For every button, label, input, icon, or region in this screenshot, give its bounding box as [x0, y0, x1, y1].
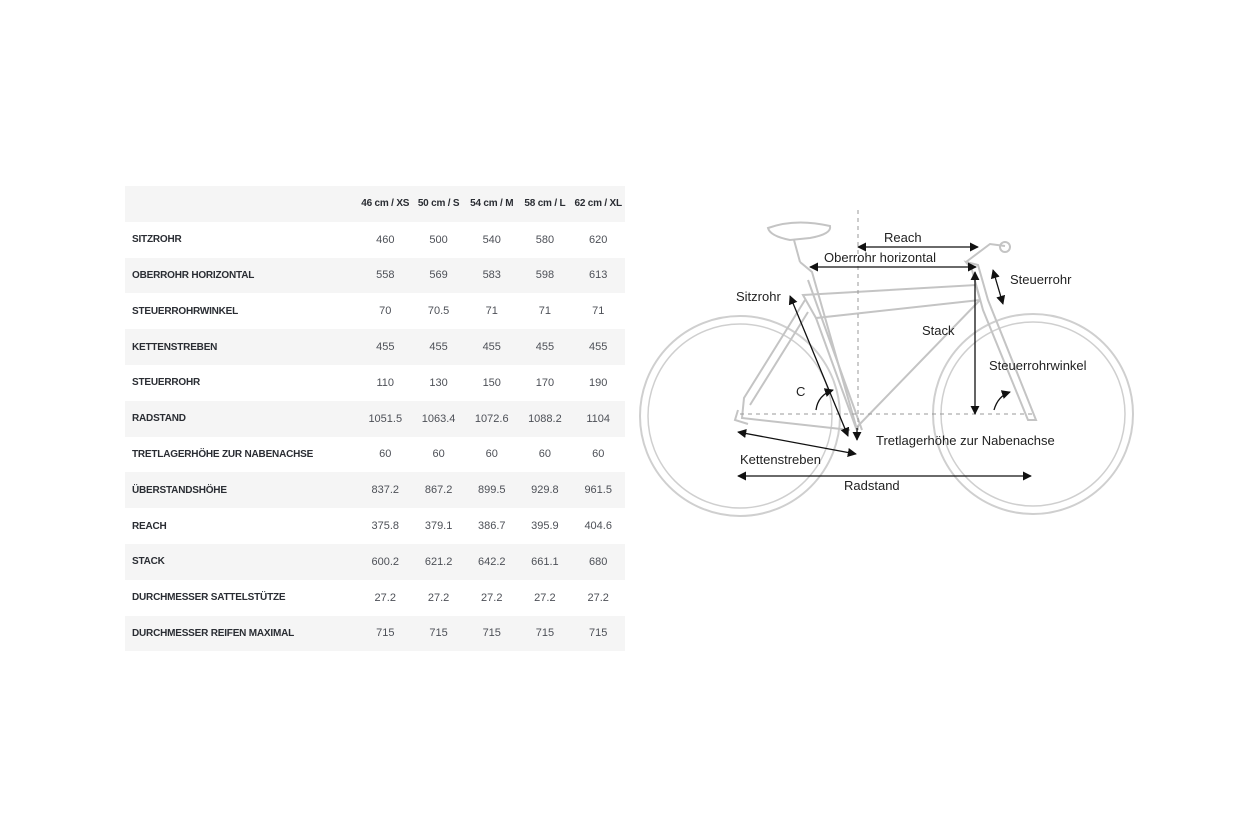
- cell-value: 27.2: [534, 591, 556, 604]
- cell-value: 27.2: [481, 591, 503, 604]
- column-header-xs: 46 cm / XS: [358, 186, 412, 222]
- cell-value: 130: [429, 376, 448, 389]
- cell-value: 929.8: [518, 472, 571, 508]
- cell-value: 71: [592, 305, 605, 318]
- header-blank: [125, 186, 358, 222]
- cell-value: 621.2: [412, 544, 465, 580]
- label-oberrohr-horizontal: Oberrohr horizontal: [824, 250, 936, 265]
- table-row: [125, 293, 625, 329]
- cell-value: 27.2: [427, 591, 450, 604]
- cell-value: 455: [358, 329, 412, 365]
- cell-value: 71: [538, 305, 552, 318]
- cell-value: 569: [412, 258, 465, 294]
- column-header-xl: 62 cm / XL: [571, 186, 625, 222]
- cell-value: 110: [376, 376, 395, 389]
- column-header-l: 58 cm / L: [518, 186, 571, 222]
- label-sitzrohr: Sitzrohr: [736, 289, 781, 304]
- table-row: [125, 544, 625, 580]
- table-row: [125, 508, 625, 544]
- cell-value: 715: [412, 616, 465, 652]
- table-row: [125, 258, 625, 294]
- label-radstand: Radstand: [844, 478, 900, 493]
- row-label: TRETLAGERHÖHE ZUR NABENACHSE: [132, 448, 314, 460]
- cell-value: 899.5: [465, 472, 518, 508]
- cell-value: 455: [571, 329, 625, 365]
- cell-value: 1104: [571, 401, 625, 437]
- cell-value: 27.2: [587, 591, 609, 604]
- row-label: STACK: [125, 544, 358, 580]
- row-label: STEUERROHRWINKEL: [132, 305, 239, 317]
- cell-value: 540: [482, 233, 501, 246]
- label-steuerrohr: Steuerrohr: [1010, 272, 1072, 287]
- cell-value: 1088.2: [518, 401, 571, 437]
- cell-value: 60: [592, 448, 605, 461]
- cell-value: 455: [465, 329, 518, 365]
- cell-value: 170: [535, 376, 555, 389]
- cell-value: 60: [379, 448, 392, 461]
- cell-value: 395.9: [531, 520, 559, 533]
- cell-value: 500: [429, 233, 448, 246]
- table-row: [125, 365, 625, 401]
- label-stack: Stack: [922, 323, 955, 338]
- table-row: [125, 222, 625, 258]
- table-row: [125, 616, 625, 652]
- rear-wheel: [640, 316, 840, 516]
- cell-value: 837.2: [358, 472, 412, 508]
- cell-value: 386.7: [477, 520, 506, 533]
- cell-value: 580: [535, 233, 555, 246]
- table-row: [125, 580, 625, 616]
- row-label: REACH: [132, 520, 167, 532]
- label-c: C: [796, 384, 806, 399]
- row-label: ÜBERSTANDSHÖHE: [125, 472, 358, 508]
- row-label: DURCHMESSER REIFEN MAXIMAL: [125, 616, 358, 652]
- cell-value: 150: [482, 376, 501, 389]
- cell-value: 460: [376, 233, 395, 246]
- cell-value: 715: [571, 616, 625, 652]
- cell-value: 613: [571, 258, 625, 294]
- table-row: [125, 437, 625, 473]
- bike-geometry-diagram: [630, 205, 1140, 525]
- cell-value: 715: [518, 616, 571, 652]
- table-row: [125, 329, 625, 365]
- cell-value: 60: [432, 448, 445, 461]
- cell-value: 1051.5: [358, 401, 412, 437]
- row-label: DURCHMESSER SATTELSTÜTZE: [132, 592, 286, 604]
- cell-value: 70: [379, 305, 392, 318]
- cell-value: 620: [589, 233, 608, 246]
- row-label: RADSTAND: [125, 401, 358, 437]
- cell-value: 375.8: [371, 520, 400, 533]
- cell-value: 404.6: [584, 520, 612, 533]
- cell-value: 598: [518, 258, 571, 294]
- bike-frame: [735, 242, 1036, 430]
- cell-value: 455: [412, 329, 465, 365]
- table-row: [125, 401, 625, 437]
- cell-value: 60: [485, 448, 498, 461]
- cell-value: 71: [485, 305, 498, 318]
- cell-value: 715: [465, 616, 518, 652]
- cell-value: 867.2: [412, 472, 465, 508]
- cell-value: 455: [518, 329, 571, 365]
- saddle: [768, 222, 830, 262]
- label-reach: Reach: [884, 230, 922, 245]
- label-kettenstreben: Kettenstreben: [740, 452, 821, 467]
- label-tretlagerhoehe: Tretlagerhöhe zur Nabenachse: [876, 433, 1055, 448]
- row-label: OBERROHR HORIZONTAL: [125, 258, 358, 294]
- cell-value: 27.2: [374, 591, 396, 604]
- cell-value: 600.2: [358, 544, 412, 580]
- cell-value: 715: [358, 616, 412, 652]
- cell-value: 190: [589, 376, 608, 389]
- cell-value: 961.5: [571, 472, 625, 508]
- cell-value: 642.2: [465, 544, 518, 580]
- row-label: KETTENSTREBEN: [125, 329, 358, 365]
- cell-value: 661.1: [518, 544, 571, 580]
- cell-value: 1072.6: [465, 401, 518, 437]
- geometry-table: [125, 186, 625, 651]
- label-steuerrohrwinkel: Steuerrohrwinkel: [989, 358, 1087, 373]
- row-label: STEUERROHR: [132, 377, 201, 389]
- column-header-m: 54 cm / M: [465, 186, 518, 222]
- cell-value: 680: [571, 544, 625, 580]
- column-header-s: 50 cm / S: [412, 186, 465, 222]
- cell-value: 60: [538, 448, 552, 461]
- cell-value: 70.5: [427, 305, 450, 318]
- cell-value: 583: [465, 258, 518, 294]
- table-row: [125, 472, 625, 508]
- table-header-row: [125, 186, 625, 222]
- cell-value: 558: [358, 258, 412, 294]
- cell-value: 1063.4: [412, 401, 465, 437]
- cell-value: 379.1: [424, 520, 453, 533]
- row-label: SITZROHR: [132, 234, 182, 246]
